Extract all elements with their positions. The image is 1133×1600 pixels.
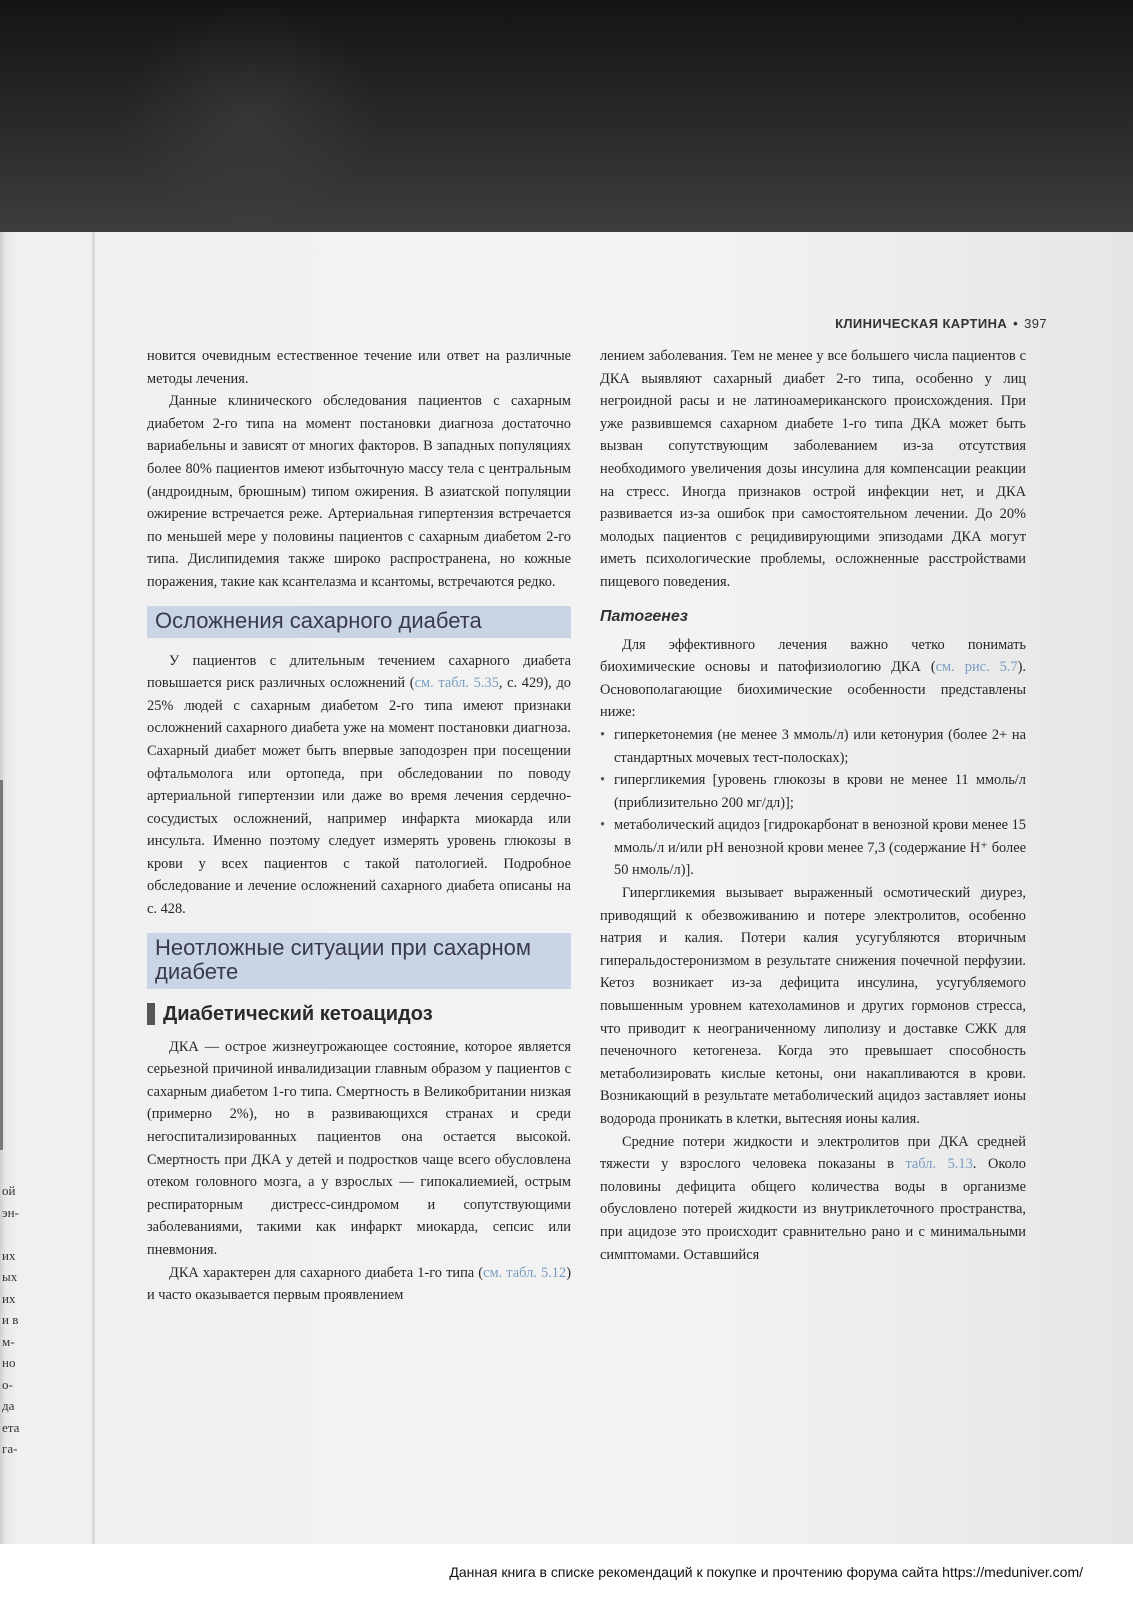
fragment-line: ета — [2, 1419, 20, 1435]
fragment-line: но — [2, 1355, 16, 1370]
paragraph: Для эффективного лечения важно четко понимать биохимические основы и патофизиологию ДКА (см. рис. 5.7). Основополагающие биохимические особенности представлены ниже: — [600, 636, 1026, 721]
paragraph: новится очевидным естественное течение или ответ на различные методы лечения. — [147, 348, 571, 387]
table-reference-link[interactable]: см. табл. 5.35 — [414, 675, 499, 692]
fragment-line: их — [2, 1247, 16, 1263]
subsection-heading-dka: Диабетический кетоацидоз — [147, 1003, 571, 1026]
fragment-line: ой — [2, 1183, 16, 1198]
paragraph: Гипергликемия вызывает выраженный осмотический диурез, приводящий к обезвоживанию и потере электролитов, особенно натрия и калия. Потери калия усугубляются вторичным гиперальдостеронизмом в результате снижения почечной перфузии. Кетоз возникает из-за дефицита инсулина, усугубляемого повышенным уровнем катехоламинов и других гормонов стресса, что приводит к неограниченному липолизу и доставке СЖК для печеночного кетогенеза. Когда это превышает способность метаболизировать кислые кетоны, они накапливаются в крови. Возникающий в результате метаболический ацидоз заставляет ионы водорода проникать в клетки, вытесняя ионы калия. — [600, 885, 1026, 1127]
fragment-line: га- — [2, 1441, 18, 1456]
left-page-rule — [0, 780, 3, 1150]
paragraph: лением заболевания. Тем не менее у все большего числа пациентов с ДКА выявляют сахарный диабет 2-го типа, особенно у лиц негроидной расы и не латиноамериканского происхождения. При уже развившемся сахарном диабете 1-го типа ДКА может быть вызван сопутствующим заболеванием из-за отсутствия необходимого увеличения дозы инсулина для компенсации реакции на стресс. Иногда признаков острой инфекции нет, и ДКА развивается из-за ошибок при самостоятельном лечении. До 20% молодых пациентов с рецидивирующими эпизодами ДКА могут иметь психологические проблемы, осложненные расстройствами пищевого поведения. — [600, 348, 1026, 590]
section-heading-complications: Осложнения сахарного диабета — [147, 606, 571, 638]
fragment-line: их — [2, 1290, 16, 1306]
fragment-line: эн- — [2, 1204, 19, 1220]
fragment-line: м- — [2, 1333, 15, 1349]
table-reference-link[interactable]: табл. 5.13 — [905, 1156, 973, 1173]
section-heading-emergencies: Неотложные ситуации при сахарном диабете — [147, 933, 571, 989]
right-column — [600, 345, 1026, 1266]
heading-bar — [147, 1003, 155, 1025]
fragment-line: о- — [2, 1376, 13, 1392]
fragment-line — [2, 1223, 42, 1245]
left-page-fragments — [2, 1180, 42, 1460]
figure-reference-link[interactable]: см. рис. 5.7 — [935, 659, 1018, 676]
biochemical-features-list — [600, 724, 1026, 882]
list-item: • метаболический ацидоз [гидрокарбонат в венозной крови менее 15 ммоль/л и/или pH венозной крови менее 7,3 (содержание H⁺ более 50 нмоль/л)]. — [600, 814, 1026, 882]
fragment-line: и в — [2, 1312, 19, 1327]
paragraph: ДКА характерен для сахарного диабета 1-го типа (см. табл. 5.12) и часто оказывается первым проявлением — [147, 1264, 571, 1304]
running-header-title: КЛИНИЧЕСКАЯ КАРТИНА — [835, 316, 1008, 331]
page-fold — [92, 232, 95, 1544]
page-number: 397 — [1024, 316, 1047, 331]
table-reference-link[interactable]: см. табл. 5.12 — [483, 1264, 567, 1281]
fragment-line: да — [2, 1398, 15, 1413]
list-item: • гипергликемия [уровень глюкозы в крови не менее 11 ммоль/л (приблизительно 200 мг/дл)]; — [600, 769, 1026, 814]
header-separator: • — [1013, 316, 1019, 331]
paragraph: Средние потери жидкости и электролитов при ДКА средней тяжести у взрослого человека показаны в табл. 5.13. Около половины дефицита общего количества воды в организме обусловлено потерей жидкости из внутриклеточного пространства, при ацидозе это происходит сравнительно рано и с минимальными симптомами. Оставшийся — [600, 1133, 1026, 1263]
fragment-line: ых — [2, 1269, 18, 1284]
scan-dark-top — [0, 0, 1133, 232]
left-column — [147, 345, 571, 1307]
subheading-pathogenesis: Патогенез — [600, 607, 688, 625]
running-header — [835, 316, 1047, 331]
paragraph: Данные клинического обследования пациентов с сахарным диабетом 2-го типа на момент постановки диагноза достаточно вариабельны и зависят от многих факторов. В западных популяциях более 80% пациентов имеют избыточную массу тела с центральным (андроидным, брюшным) типом ожирения. В азиатской популяции ожирение встречается реже. Артериальная гипертензия встречается по меньшей мере у половины пациентов с сахарным диабетом 2-го типа. Дислипидемия также широко распространена, но кожные поражения, такие как ксантелазма и ксантомы, встречаются редко. — [147, 393, 571, 590]
paragraph: ДКА — острое жизнеугрожающее состояние, которое является серьезной причиной инвалидизации главным образом у пациентов с сахарным диабетом 1-го типа. Смертность в Великобритании низкая (примерно 2%), но в развивающихся странах и среди негоспитализированных пациентов она остается высокой. Смертность при ДКА у детей и подростков чаще всего обусловлена отеком головного мозга, а у взрослых — гипокалиемией, острым респираторным дистресс-синдромом и сопутствующими заболеваниями, такими как инфаркт миокарда, сепсис или пневмония. — [147, 1038, 571, 1258]
footer-text[interactable]: Данная книга в списке рекомендаций к покупке и прочтению форума сайта https://meduniver.com/ — [449, 1564, 1083, 1580]
footer-bar — [0, 1544, 1133, 1600]
paragraph: У пациентов с длительным течением сахарного диабета повышается риск различных осложнений (см. табл. 5.35, с. 429), до 25% людей с сахарным диабетом 2-го типа имеют признаки осложнений сахарного диабета уже на момент постановки диагноза. Сахарный диабет может быть впервые заподозрен при посещении офтальмолога или ортопеда, при обследовании по поводу артериальной гипертензии или даже во время лечения сердечно-сосудистых осложнений, например инфаркта миокарда или инсульта. Именно поэтому следует измерять уровень глюкозы в крови у всех пациентов с такой патологией. Подробное обследование и лечение осложнений сахарного диабета описаны на с. 428. — [147, 652, 571, 918]
list-item: • гиперкетонемия (не менее 3 ммоль/л) или кетонурия (более 2+ на стандартных мочевых тест-полосках); — [600, 724, 1026, 769]
